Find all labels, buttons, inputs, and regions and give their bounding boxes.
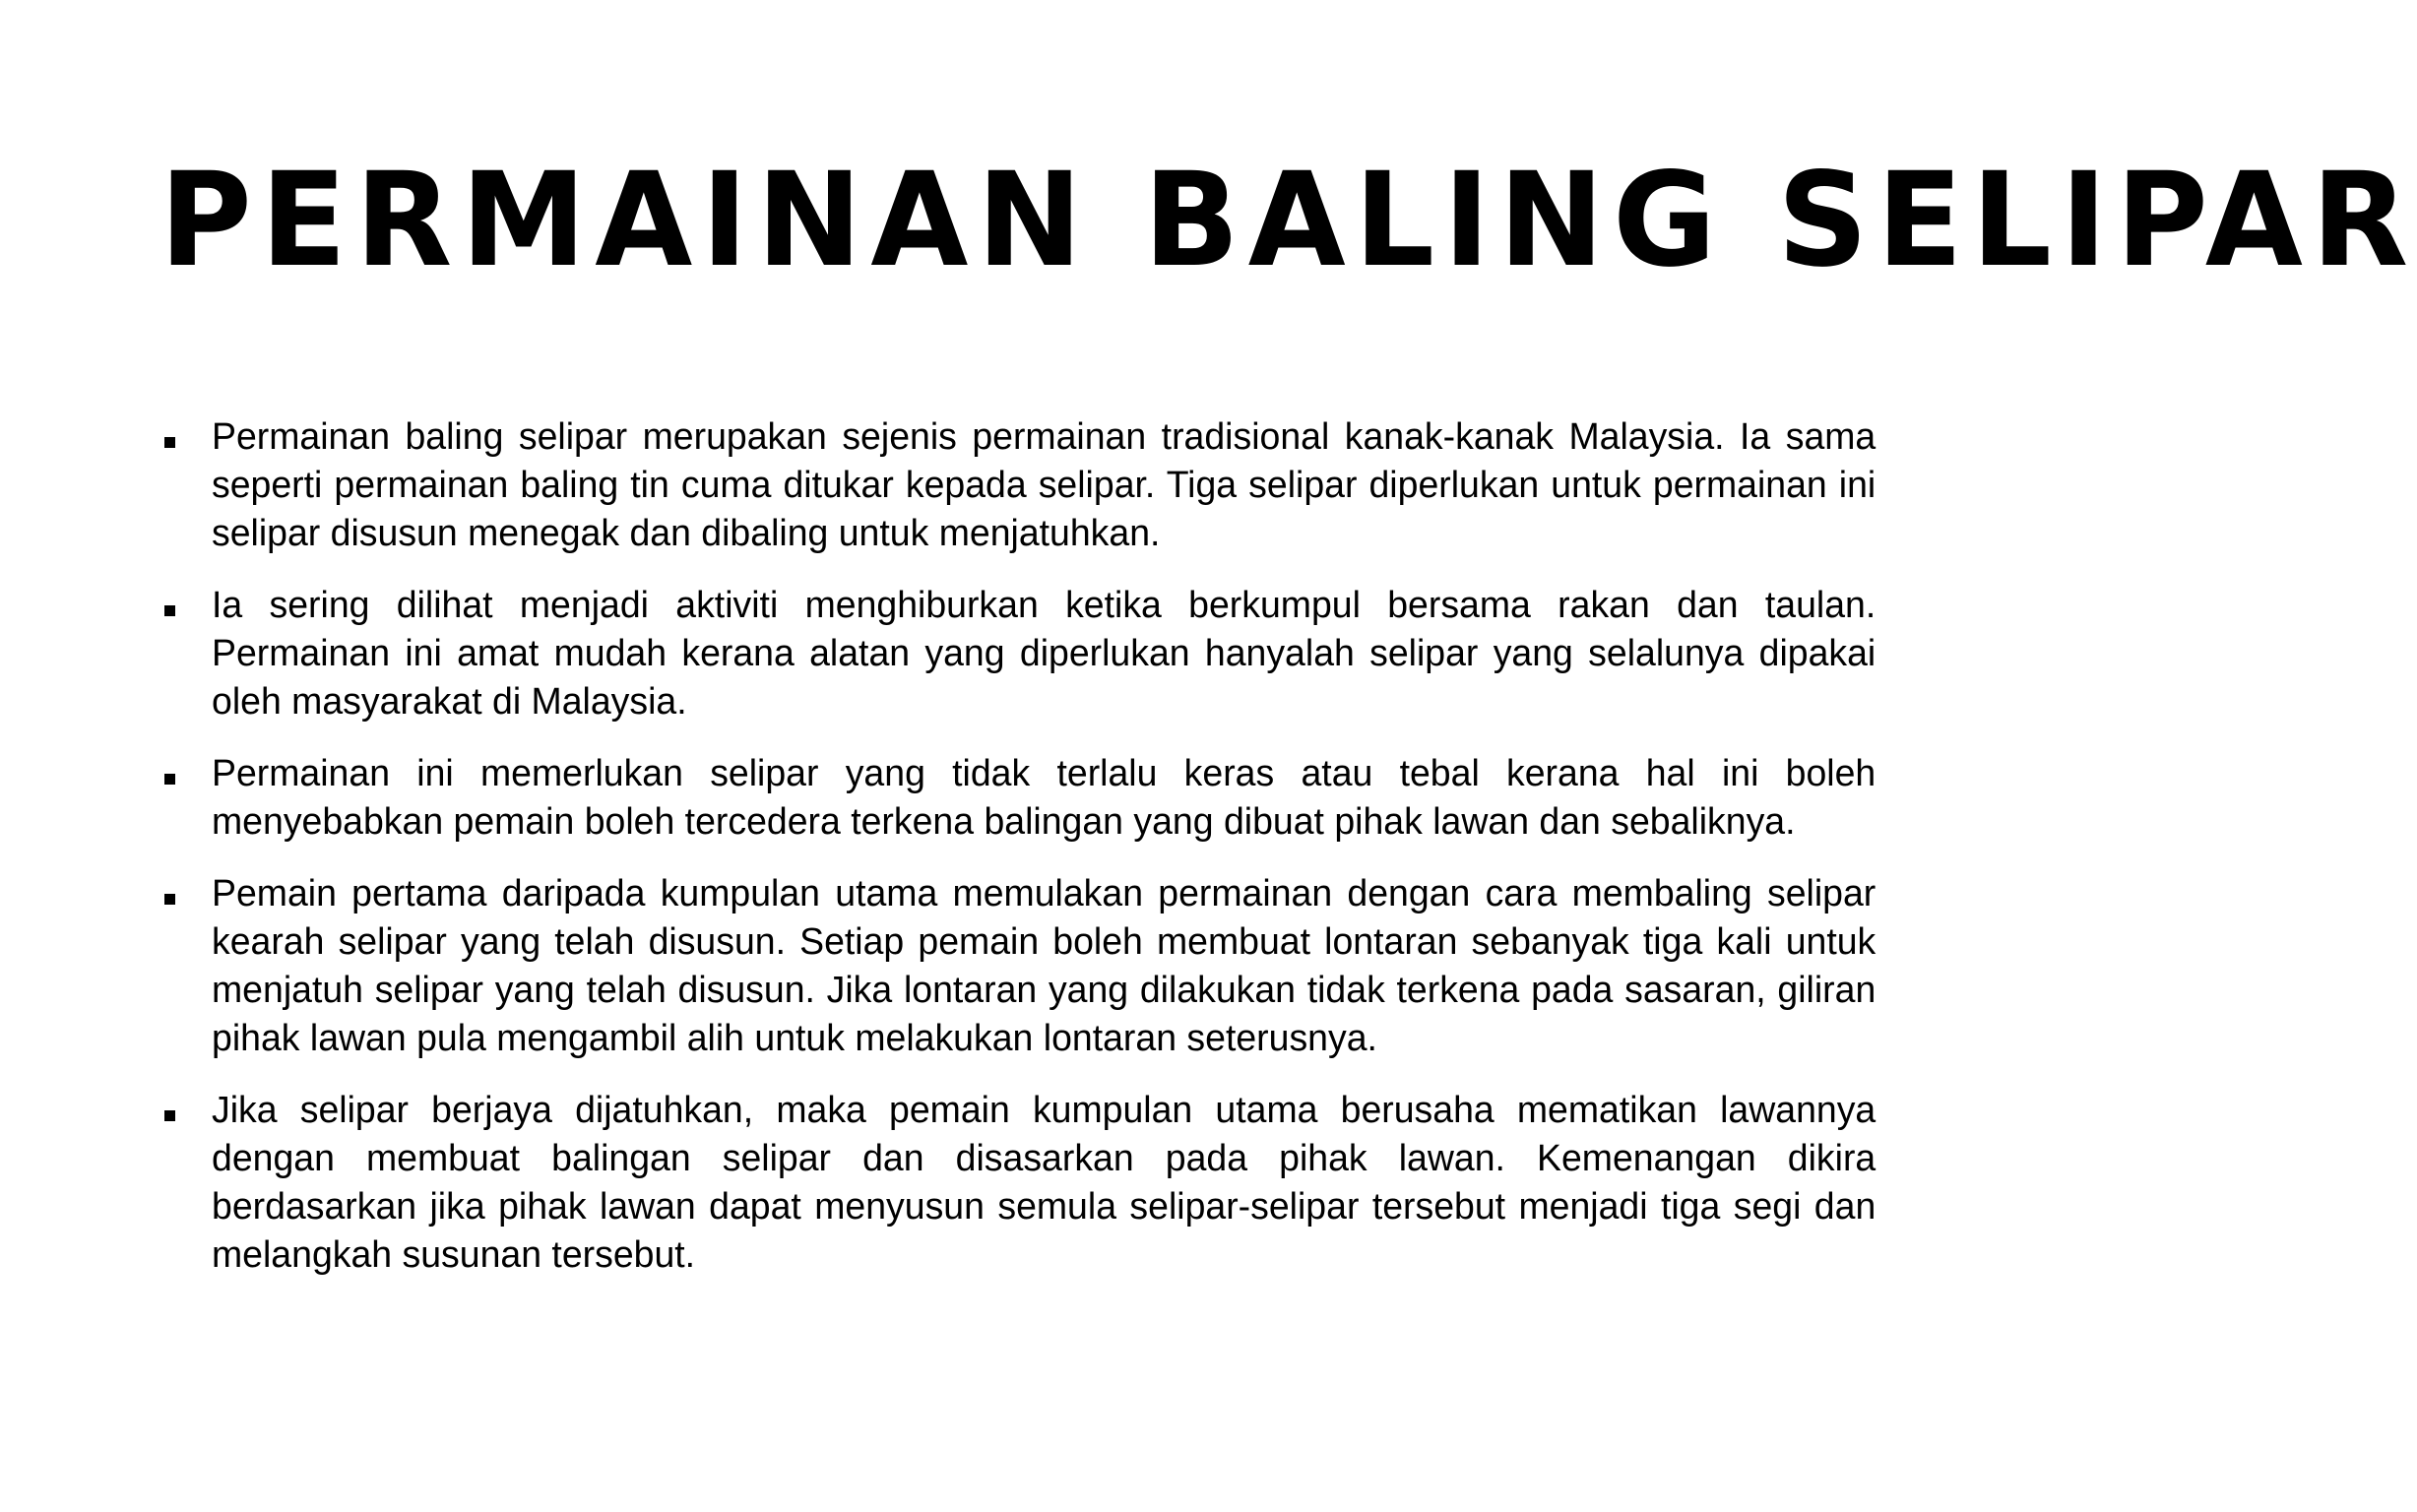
bullet-text: Ia sering dilihat menjadi aktiviti menghiburkan ketika berkumpul bersama rakan dan taulan. Permainan ini amat mudah kerana alatan yang diperlukan hanyalah selipar yang selalunya dipakai oleh masyarakat di Malaysia. — [212, 585, 1876, 723]
list-item — [162, 582, 1876, 726]
bullet-text: Permainan baling selipar merupakan sejenis permainan tradisional kanak-kanak Malaysia. Ia sama seperti permainan baling tin cuma ditukar kepada selipar. Tiga selipar diperlukan untuk permainan ini selipar disusun menegak dan dibaling untuk menjatuhkan. — [212, 416, 1876, 554]
square-bullet-icon — [164, 894, 175, 905]
list-item — [162, 870, 1876, 1063]
list-item — [162, 1087, 1876, 1280]
bullet-text: Jika selipar berjaya dijatuhkan, maka pemain kumpulan utama berusaha mematikan lawannya dengan membuat balingan selipar dan disasarkan pada pihak lawan. Kemenangan dikira berdasarkan jika pihak lawan dapat menyusun semula selipar-selipar tersebut menjadi tiga segi dan melangkah susunan tersebut. — [212, 1090, 1876, 1276]
slide-title: PERMAINAN BALING SELIPAR — [159, 145, 2417, 296]
square-bullet-icon — [164, 774, 175, 785]
bullet-text: Pemain pertama daripada kumpulan utama memulakan permainan dengan cara membaling selipar kearah selipar yang telah disusun. Setiap pemain boleh membuat lontaran sebanyak tiga kali untuk menjatuh selipar yang telah disusun. Jika lontaran yang dilakukan tidak terkena pada sasaran, giliran pihak lawan pula mengambil alih untuk melakukan lontaran seterusnya. — [212, 873, 1876, 1059]
list-item — [162, 750, 1876, 847]
square-bullet-icon — [164, 605, 175, 616]
bullet-list — [162, 413, 1876, 1303]
bullet-text: Permainan ini memerlukan selipar yang tidak terlalu keras atau tebal kerana hal ini boleh menyebabkan pemain boleh tercedera terkena balingan yang dibuat pihak lawan dan sebaliknya. — [212, 753, 1876, 843]
square-bullet-icon — [164, 437, 175, 448]
square-bullet-icon — [164, 1110, 175, 1121]
list-item — [162, 413, 1876, 558]
